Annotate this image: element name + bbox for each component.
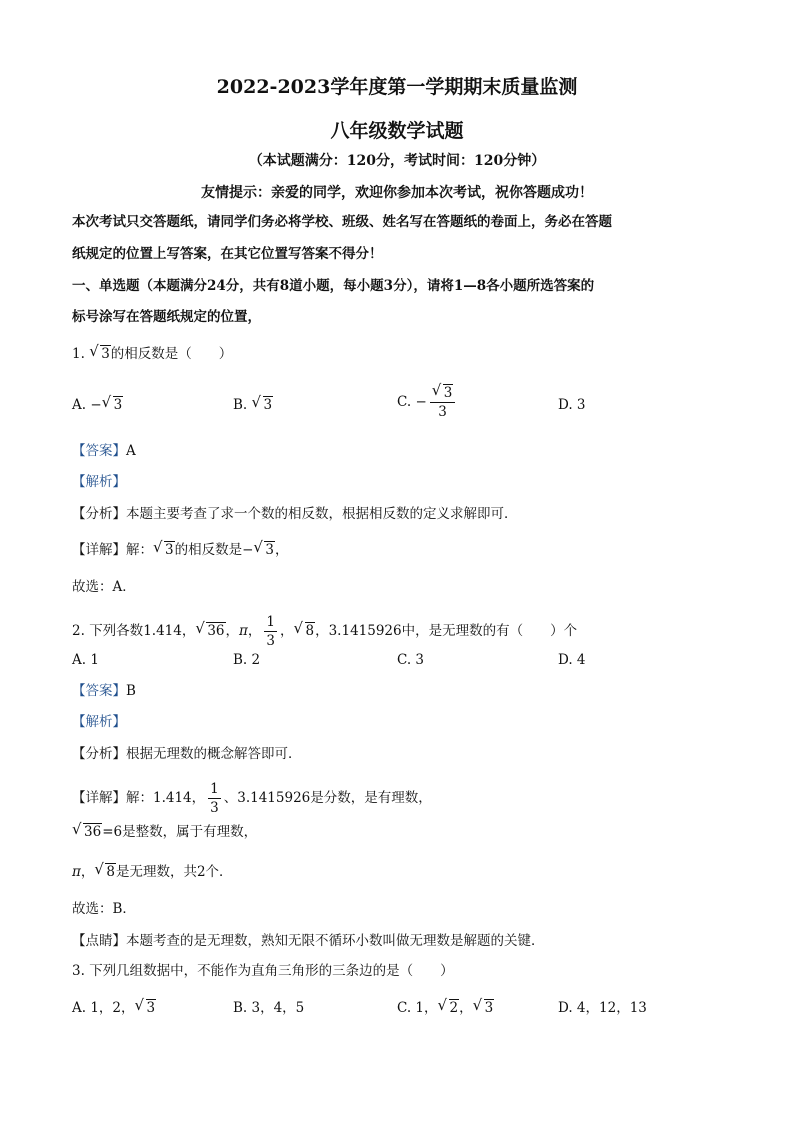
q1-choose: 故选：A． xyxy=(72,579,136,595)
q1-stem xyxy=(72,344,232,364)
q2-xiangjie: 【详解】解：1.414， $\frac{1}{3}$ 、3.1415926是分数，是有理数， xyxy=(72,781,432,816)
exam-info: （本试题满分：120分，考试时间：120分钟） xyxy=(248,153,546,169)
q1-xiangjie: 【详解】解：√ 3的相反数是−√ 3， xyxy=(72,540,289,560)
q2-answer: 【答案】B xyxy=(72,683,136,699)
q1-answer: 【答案】A xyxy=(72,443,136,459)
exam-title: 2022-2023学年度第一学期期末质量监测 xyxy=(216,76,578,98)
exam-subtitle: 八年级数学试题 xyxy=(330,120,464,142)
q2-fenxi: 【分析】根据无理数的概念解答即可． xyxy=(72,746,302,762)
q2-dianjing: 【点睛】本题考查的是无理数，熟知无限不循环小数叫做无理数是解题的关键． xyxy=(72,933,545,949)
q2-option-b: B. 2 xyxy=(233,652,261,668)
q3-option-c: C. 1，√ 2，√ 3 xyxy=(397,998,494,1018)
q1-option-a: A. −√ 3 xyxy=(72,395,123,415)
exam-tip: 友情提示：亲爱的同学，欢迎你参加本次考试，祝你答题成功！ xyxy=(201,185,593,201)
q1-option-c: C. − √ $\frac{3}{3}$ xyxy=(397,384,458,421)
q1-sqrt: √ 3 xyxy=(91,344,111,364)
q2-analysis-tag: 【解析】 xyxy=(72,714,126,730)
q2-option-c: C. 3 xyxy=(397,652,425,668)
section-heading-line-2: 标号涂写在答题纸规定的位置， xyxy=(72,309,261,325)
q2-choose: 故选：B． xyxy=(72,901,136,917)
notice-line-2: 纸规定的位置上写答案，在其它位置写答案不得分！ xyxy=(72,246,383,262)
q3-stem: 3. 下列几组数据中，不能作为直角三角形的三条边的是（ ） xyxy=(72,963,454,979)
q3-option-a: A. 1，2，√ 3 xyxy=(72,998,156,1018)
q2-xiangjie-line-2: √ 36=6是整数，属于有理数， xyxy=(72,822,257,842)
q1-option-b: B. √ 3 xyxy=(233,395,273,415)
section-heading-line-1: 一、单选题（本题满分24分，共有8道小题，每小题3分），请将1—8各小题所选答案的 xyxy=(72,278,595,294)
q2-stem: 2. 下列各数1.414，√ 36，π， $\frac{1}{3}$ ，√ 8，3.1415926中，是无理数的有（ ）个 xyxy=(72,613,577,650)
q1-number: 1. xyxy=(72,346,85,362)
q1-option-d: D. 3 xyxy=(558,397,586,413)
q2-option-a: A. 1 xyxy=(72,652,99,668)
notice-line-1: 本次考试只交答题纸，请同学们务必将学校、班级、姓名写在答题纸的卷面上，务必在答题 xyxy=(72,214,612,230)
q3-option-d: D. 4，12，13 xyxy=(558,1000,647,1016)
q1-fenxi: 【分析】本题主要考查了求一个数的相反数，根据相反数的定义求解即可． xyxy=(72,506,518,522)
q1-analysis-tag: 【解析】 xyxy=(72,474,126,490)
q1-stem-text: 的相反数是（ ） xyxy=(110,346,233,362)
q2-xiangjie-line-3: π，√ 8是无理数，共2个． xyxy=(72,862,233,882)
q3-option-b: B. 3，4，5 xyxy=(233,1000,305,1016)
q2-option-d: D. 4 xyxy=(558,652,586,668)
